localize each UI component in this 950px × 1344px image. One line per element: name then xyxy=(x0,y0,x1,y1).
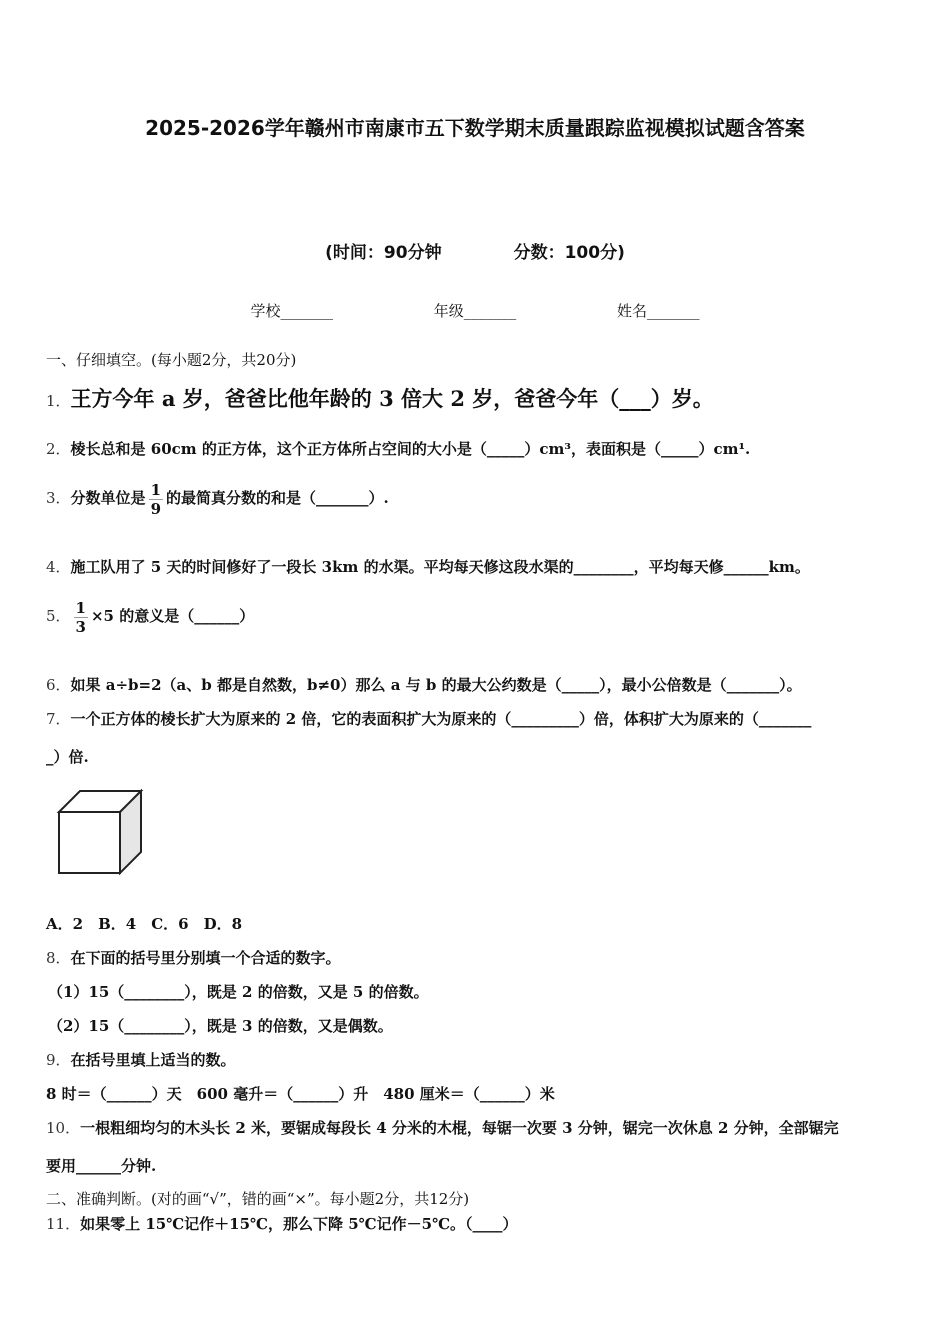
question-number: 4． xyxy=(46,558,71,576)
student-info-row xyxy=(0,300,950,321)
question-number: 5． xyxy=(46,607,71,625)
question-number: 10． xyxy=(46,1119,81,1137)
question-number: 3． xyxy=(46,489,71,507)
question-7-options: A．2 B．4 C．6 D．8 xyxy=(46,915,243,933)
fraction-denominator: 9 xyxy=(150,499,161,518)
question-text: 如果零上 15℃记作＋15℃，那么下降 5℃记作－5℃。（____） xyxy=(80,1215,518,1233)
cube-figure xyxy=(56,788,144,878)
fraction-numerator: 1 xyxy=(150,480,161,499)
question-number: 7． xyxy=(46,710,71,728)
question-4 xyxy=(46,557,810,577)
question-text: 棱长总和是 60cm 的正方体，这个正方体所占空间的大小是（_____）cm³，表面积是（_____）cm¹. xyxy=(70,440,751,458)
question-9 xyxy=(46,1050,236,1070)
total-score: 分数：100分) xyxy=(513,243,625,263)
question-text: 施工队用了 5 天的时间修好了一段长 3km 的水渠。平均每天修这段水渠的________，平均每天修______km。 xyxy=(70,558,810,576)
question-number: 8． xyxy=(46,949,71,967)
question-8-part-2: （2）15（________），既是 3 的倍数，又是偶数。 xyxy=(48,1017,393,1035)
section-1-heading: 一、仔细填空。(每小题2分，共20分) xyxy=(46,351,297,369)
question-text-pre: 分数单位是 xyxy=(70,489,146,507)
question-3 xyxy=(46,478,389,518)
question-7-continued: _）倍. xyxy=(46,748,89,766)
question-text: 王方今年 a 岁，爸爸比他年龄的 3 倍大 2 岁，爸爸今年（___）岁。 xyxy=(70,386,714,411)
question-text: 在括号里填上适当的数。 xyxy=(70,1051,236,1069)
question-number: 9． xyxy=(46,1051,71,1069)
exam-meta xyxy=(0,238,950,263)
question-10 xyxy=(46,1118,839,1138)
question-number: 1． xyxy=(46,392,71,410)
question-6 xyxy=(46,675,802,695)
fraction-numerator: 1 xyxy=(75,598,86,617)
question-2 xyxy=(46,439,750,459)
question-10-continued: 要用______分钟. xyxy=(46,1157,157,1175)
question-text: 一个正方体的棱长扩大为原来的 2 倍，它的表面积扩大为原来的（_________）倍，体积扩大为原来的（_______ xyxy=(70,710,812,728)
question-number: 11． xyxy=(46,1215,81,1233)
question-11 xyxy=(46,1214,518,1234)
fraction-one-third xyxy=(74,599,88,636)
question-number: 6． xyxy=(46,676,71,694)
question-text: 在下面的括号里分别填一个合适的数字。 xyxy=(70,949,341,967)
document-title: 2025-2026学年赣州市南康市五下数学期末质量跟踪监视模拟试题含答案 xyxy=(145,116,805,140)
question-number: 2． xyxy=(46,440,71,458)
question-text-post: ×5 的意义是（______） xyxy=(90,607,255,625)
cube-front-face xyxy=(59,812,120,873)
grade-field[interactable]: 年级_______ xyxy=(433,302,517,320)
question-7 xyxy=(46,709,811,729)
fraction-one-ninth xyxy=(149,481,163,518)
section-2-heading: 二、准确判断。(对的画“√”，错的画“×”。每小题2分，共12分) xyxy=(46,1190,470,1208)
question-1 xyxy=(46,386,714,414)
time-limit: (时间：90分钟 xyxy=(325,243,442,263)
question-text-post: 的最简真分数的和是（_______）. xyxy=(166,489,389,507)
question-text: 如果 a÷b=2（a、b 都是自然数，b≠0）那么 a 与 b 的最大公约数是（_____），最小公倍数是（_______）。 xyxy=(70,676,802,694)
question-9-conversions: 8 时＝（______）天 600 毫升＝（______）升 480 厘米＝（______）米 xyxy=(46,1085,555,1103)
name-field[interactable]: 姓名_______ xyxy=(617,302,700,320)
question-8 xyxy=(46,948,341,968)
fraction-denominator: 3 xyxy=(75,617,86,636)
question-5 xyxy=(46,596,254,636)
question-text: 一根粗细均匀的木头长 2 米，要锯成每段长 4 分米的木棍，每锯一次要 3 分钟，锯完一次休息 2 分钟，全部锯完 xyxy=(80,1119,839,1137)
question-8-part-1: （1）15（________），既是 2 的倍数，又是 5 的倍数。 xyxy=(48,983,429,1001)
school-field[interactable]: 学校_______ xyxy=(250,302,333,320)
